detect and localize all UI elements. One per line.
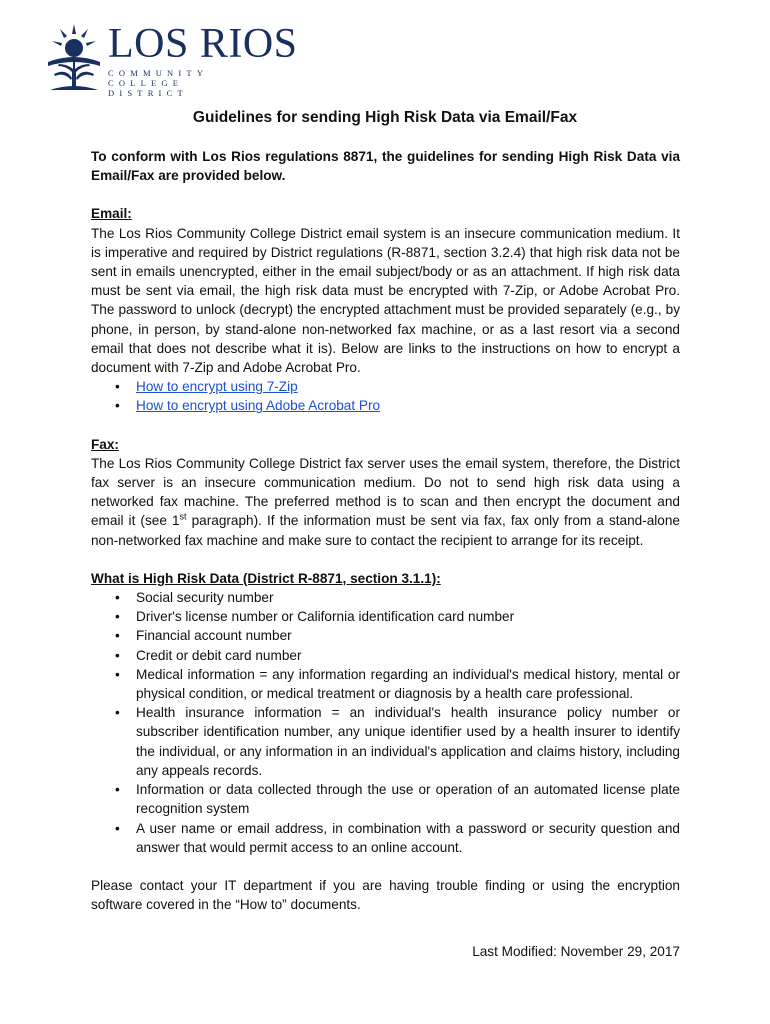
bullet-icon: • [115,628,120,644]
email-paragraph: The Los Rios Community College District email system is an insecure communication medium. It is imperative and required by District regulations (R-8871, section 3.2.4) that high risk data not be sent in emails unencrypted, either in the email subject/body or as an attachment. If high risk data must be sent via email, the high risk data must be encrypted with 7-Zip, or Adobe Acrobat Pro. The password to unlock (decrypt) the encrypted attachment must be provided separately (e.g., by phone, in person, by stand-alone non-networked fax machine, or as a last resort via a second email that does not describe what it is). Below are links to the instructions on how to encrypt a document with 7-Zip and Adobe Acrobat Pro. [91,225,680,376]
tree-seal-icon [46,22,102,92]
list-item [91,607,680,626]
list-item-text: A user name or email address, in combination with a password or security question and answer that would permit access to an online account. [136,820,680,855]
bullet-icon: • [115,782,120,798]
logo-sub-line: COLLEGE [108,78,184,88]
logo-sub-line: DISTRICT [108,88,188,98]
fax-paragraph [91,454,680,550]
list-item-text: Information or data collected through the use or operation of an automated license plate recognition system [136,782,680,817]
high-risk-heading: What is High Risk Data (District R-8871, section 3.1.1): [91,570,441,586]
list-item [91,396,680,415]
list-item [91,819,680,857]
bullet-icon: • [115,609,120,625]
email-links-list [91,377,680,415]
list-item-text: Credit or debit card number [136,647,302,663]
los-rios-logo [46,18,346,98]
closing-paragraph: Please contact your IT department if you are having trouble finding or using the encryption software covered in the “How to” documents. [91,877,680,913]
link-7zip[interactable]: How to encrypt using 7-Zip [136,379,298,395]
fax-heading: Fax: [91,436,119,452]
bullet-icon: • [115,398,120,414]
list-item [91,377,680,396]
page-title: Guidelines for sending High Risk Data via Email/Fax [192,109,578,126]
list-item-text: Medical information = any information regarding an individual's medical history, mental or physical condition, or medical treatment or diagnosis by a health care professional. [136,666,680,702]
list-item-text: Social security number [136,590,274,606]
document-body [91,147,680,914]
list-item-text: Financial account number [136,628,292,644]
list-item-text: Health insurance information = an individual's health insurance policy number or subscriber identification number, any unique identifier used by a health insurer to identify the individual, or any information in an individual's application and claims history, including any appeals records. [136,705,680,778]
bullet-icon: • [115,820,120,836]
intro-paragraph: To conform with Los Rios regulations 8871, the guidelines for sending High Risk Data via Email/Fax are provided below. [91,149,680,184]
high-risk-list [91,588,680,857]
fax-text-part: paragraph). If the information must be sent via fax, fax only from a stand-alone non-networked fax machine and make sure to contact the recipient to arrange for its receipt. [91,513,680,548]
last-modified: Last Modified: November 29, 2017 [472,944,680,959]
bullet-icon: • [115,705,120,721]
fax-superscript: st [179,511,187,522]
bullet-icon: • [115,590,120,606]
list-item-text: Driver's license number or California identification card number [136,609,515,625]
list-item [91,646,680,665]
fax-text-part: The Los Rios Community College District fax server uses the email system, therefore, the District fax server is an insecure communication medium. Do not to send high risk data using a networked fax machine. The preferred method is to scan and then encrypt the document and email it (see 1 [91,455,680,529]
bullet-icon: • [115,666,120,682]
list-item [91,626,680,645]
link-acrobat[interactable]: How to encrypt using Adobe Acrobat Pro [136,398,381,414]
list-item [91,703,680,780]
list-item [91,780,680,818]
logo-sub-line: COMMUNITY [108,68,209,78]
email-heading: Email: [91,206,132,222]
bullet-icon: • [115,647,120,663]
logo-wordmark: LOS RIOS [108,21,298,67]
bullet-icon: • [115,379,120,395]
list-item [91,665,680,703]
logo-subtitle [108,68,208,98]
list-item [91,588,680,607]
